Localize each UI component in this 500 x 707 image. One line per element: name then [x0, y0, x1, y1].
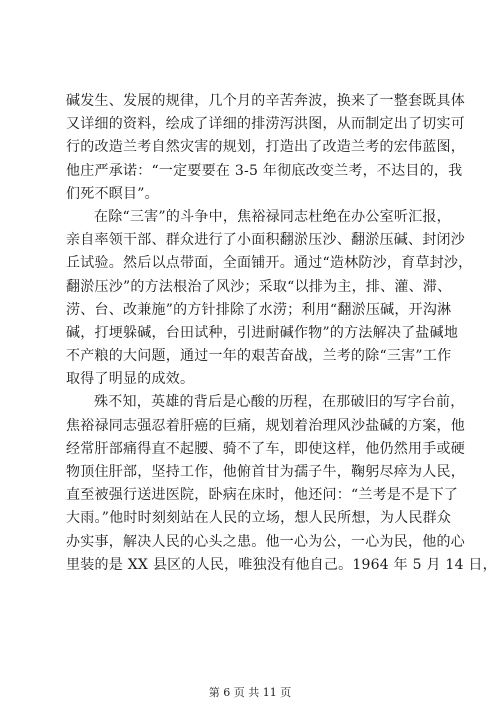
text-line: 物顶住肝部，坚持工作，他俯首甘为孺子牛，鞠躬尽瘁为人民，: [66, 464, 465, 480]
text-line: 亲自率领干部、群众进行了小面积翻淤压沙、翻淤压碱、封闭沙: [66, 232, 465, 249]
paragraph-start-line: 殊不知，英雄的背后是心酸的历程，在那破旧的写字台前，: [94, 394, 465, 411]
text-line: 里装的是 XX 县区的人民，唯独没有他自己。1964 年 5 月 14 日，: [66, 556, 497, 573]
page-number-footer: 第 6 页 共 11 页: [208, 686, 292, 699]
text-line: 不产粮的大问题，通过一年的艰苦奋战，兰考的除“三害”工作: [66, 348, 452, 365]
text-line: 行的改造兰考自然灾害的规划，打造出了改造兰考的宏伟蓝图，: [66, 139, 465, 156]
text-line: 碱发生、发展的规律，几个月的辛苦奔波，换来了一整套既具体: [66, 93, 465, 109]
text-line: 经常肝部痛得直不起腰、骑不了车，即使这样，他仍然用手或硬: [66, 440, 465, 457]
text-line: 大雨。”他时时刻刻站在人民的立场，想人民所想，为人民群众: [66, 510, 452, 527]
text-line: 又详细的资料，绘成了详细的排涝泻洪图，从而制定出了切实可: [66, 116, 465, 133]
text-line: 焦裕禄同志强忍着肝癌的巨痛，规划着治理风沙盐碱的方案，他: [66, 417, 465, 434]
text-line: 涝、台、改兼施”的方针排除了水涝；利用“翻淤压碱，开沟淋: [66, 301, 452, 318]
text-line: 丘试验。然后以点带面，全面铺开。通过“造林防沙，育草封沙，: [66, 255, 473, 272]
paragraph-start-line: 在除“三害”的斗争中，焦裕禄同志杜绝在办公室听汇报，: [94, 208, 451, 225]
text-line: 取得了明显的成效。: [66, 371, 195, 388]
text-line: 办实事，解决人民的心头之患。他一心为公，一心为民，他的心: [66, 533, 465, 550]
text-line: 翻淤压沙”的方法根治了风沙；采取“以排为主，排、灌、滞、: [66, 278, 452, 295]
text-line: 碱，打埂躲碱，台田试种，引进耐碱作物”的方法解决了盐碱地: [66, 324, 459, 341]
text-line: 直至被强行送进医院，卧病在床时，他还问：“兰考是不是下了: [66, 487, 459, 504]
document-body: [66, 90, 497, 577]
text-line: 他庄严承诺：“一定要要在 3-5 年彻底改变兰考，不达目的，我: [66, 162, 463, 179]
text-line: 们死不瞑目”。: [66, 185, 159, 202]
